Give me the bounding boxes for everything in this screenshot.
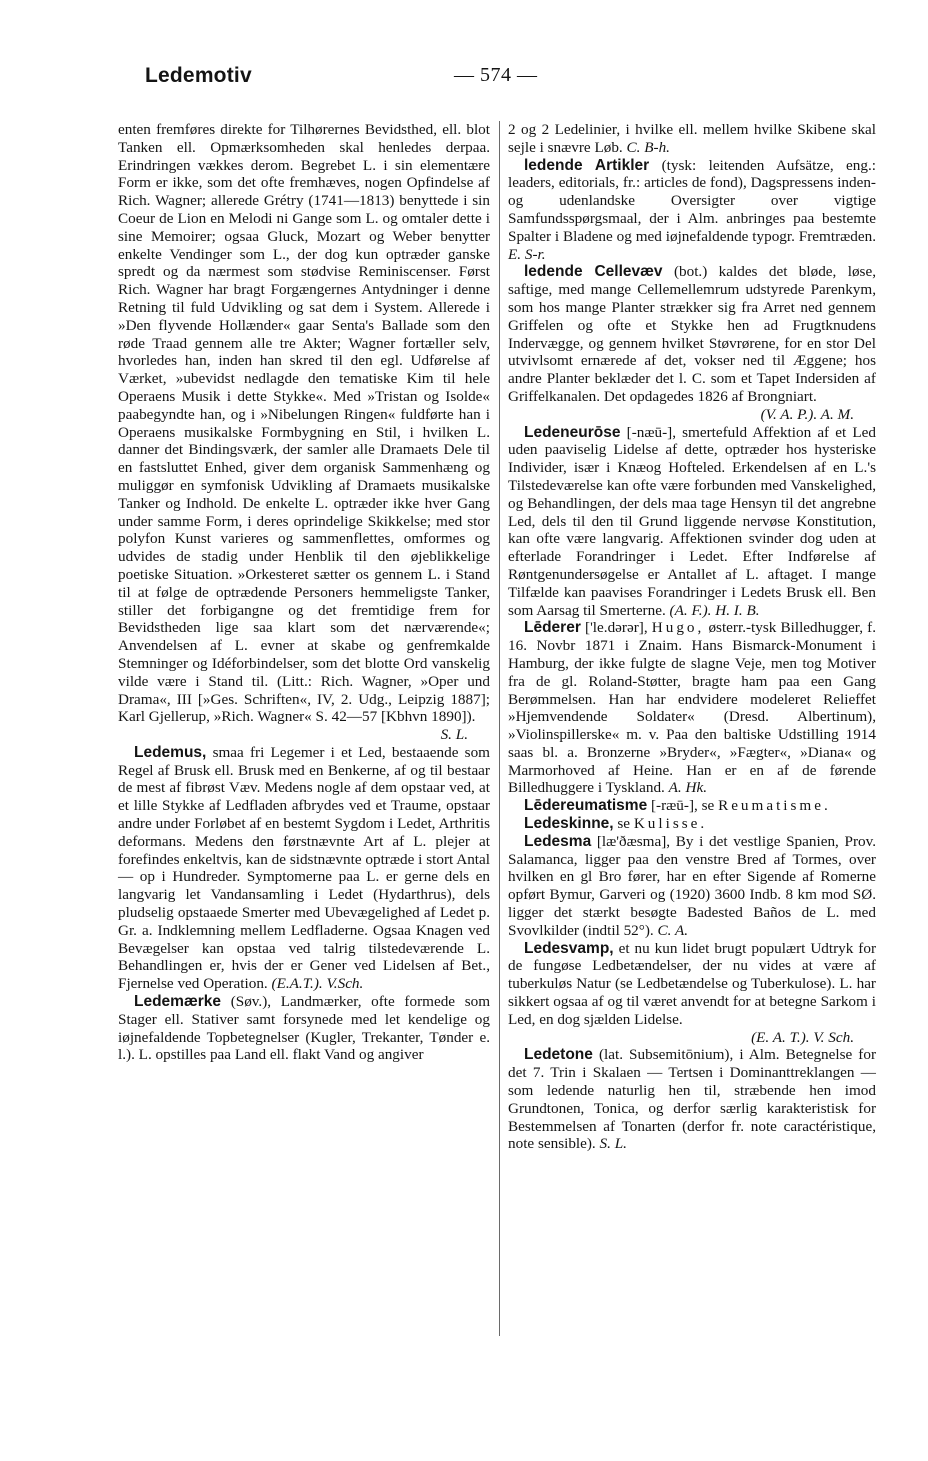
entry-signature: E. S-r. — [508, 245, 546, 263]
entry-ledesma — [508, 833, 876, 940]
entry-headword: Ledetone — [524, 1046, 593, 1064]
entry-lederer — [508, 619, 876, 797]
entry-ledemaerke — [118, 993, 490, 1064]
entry-body: østerr.-tysk Billedhugger, f. 16. Novbr 1871 i Znaim. Hans Bismarck-Monument i Hamburg, der ikke fulgte de slagne Veje, men tog Motiver fra de gl. Roland-Støtter, bragte ham paa een Gang Berømmelsen. Han har endvidere modeleret Relieffet »Hjemvendende Soldater« (Dresd. Albertinum), »Violinspillerske« m. v. Paa den baltiske Udstilling 1914 saas bl. a. Bronzerne »Bryder«, »Fægter«, »Diana« og Marmorhoved af Heine. Han er en af de førende Billedhuggere i Tyskland. — [508, 619, 876, 797]
entry-body: se — [617, 815, 631, 833]
entry-headword: Ledeneurōse — [524, 423, 621, 441]
entry-headword: ledende Artikler — [524, 156, 650, 174]
entry-signature: S. L. — [599, 1135, 627, 1153]
entry-body: (bot.) kaldes det bløde, løse, saftige, med mange Cellemellemrum udstyrede Parenkym, som hos mange Planter strækker sig fra Arret ned gennem Griffelen og ofte et Stykke hen ad Frugtknudens Indervægge, og gennem hvilket Støvrørene, for en stor Del utvivlsomt ernærede af det, vokser ned til Æggene; hos andre Planter beklæder det l. C. som et Tapet Indersiden af Griffelkanalen. Det opdagedes 1826 af Brongniart. — [508, 263, 876, 405]
entry-headword: Lēderer — [524, 619, 581, 637]
entry-ledemaerke-continuation — [508, 121, 876, 157]
entry-signature: C. A. — [657, 921, 689, 939]
entry-body: (tysk: leitenden Aufsätze, eng.: leaders, editorials, fr.: articles de fond), Dagspressens inden- og udenlandske Oversigter over vigtige Samfundsspørgsmaal, der i Alm. anbringes paa bestemte Spalter i Bladene og med iøjnefaldende typogr. Fremtræden. — [508, 156, 877, 245]
entry-headword: Ledeskinne, — [524, 815, 614, 833]
entry-ledeneurose — [508, 424, 876, 620]
entry-ledende-cellevaev — [508, 263, 876, 405]
entry-signature: (V. A. P.). A. M. — [760, 405, 854, 423]
entry-headword: Ledemus, — [134, 743, 207, 761]
entry-ledemotiv-continuation — [118, 121, 490, 726]
entry-body: (Søv.), Landmærker, ofte formede som Stager ell. Stativer samt forsynede med let kendelige og iøjnefaldende Topbetegnelser (Kugler, Trekanter, Tønder e. l.). L. opstilles paa Land ell. flakt Vand og angiver — [118, 993, 491, 1064]
page-number: — 574 — — [454, 64, 538, 86]
entry-headword: Ledesma — [524, 832, 592, 850]
entry-cross-reference: Kulisse. — [633, 815, 708, 833]
entry-body: [læ'ðæsma], By i det vestlige Spanien, Prov. Salamanca, ligger paa den venstre Bred af Tormes, over hvilken en gl Bro fører, har en efter Sigende af Romerne opført Bymur, Garveri og (1920) 3600 Indb. 8 km mod SØ. ligger det stærkt besøgte Badested Baños de L. med Svovlkilder (indtil 52°). — [508, 832, 877, 939]
left-column — [118, 121, 490, 1064]
entry-signature: (E.A.T.). V.Sch. — [271, 975, 364, 993]
entry-headword: ledende Cellevæv — [524, 263, 663, 281]
entry-body: [-næū-], smertefuld Affektion af et Led uden paaviselig Lidelse af dette, optræder hos hysteriske Individer, især i Knæog Hofteled. Erkendelsen af en L.'s Tilstedeværelse kan ofte være forbunden med Vanskelighed, og Behandlingen, der dels maa tage Hensyn til det angrebne Led, dels til den til Grund liggende nervøse Konstitution, kan ofte være langvarig. Affektionen svinder dog uden at efterlade Forandringer i Ledet. Efter Indførelse af Røntgenundersøgelse er Antallet af L. aftaget. I mange Tilfælde kan paavises Forandringer i Ledets Brusk ell. Ben som Aarsag til Smerterne. — [508, 423, 876, 619]
entry-body: smaa fri Legemer i et Led, bestaaende som Regel af Brusk ell. Brusk med en Benkerne, af og til bestaar de mest af fibrøst Væv. Medens nogle af dem opstaar ved, at et lille Stykke af Ledfladen afbrydes ved et Traume, opstaar andre under Forløbet af en bestemt Sygdom i Ledet, Arthritis deformans. Medens den førstnævnte Art af L. plejer at forefindes enkeltvis, kan de sidstnævnte optræde i stort Antal — op i Hundreder. Symptomerne paa L. er gerne dels en langvarig let Vandansamling i Ledet (Hydarthrus), dels pludselig opstaaede Smerter med Ubevægelighed af Ledet p. Gr. a. Indklemning mellem Ledfladerne. Ogsaa Knagen ved Bevægelser kan opstaa ved talrig tilstedeværende L. Behandlingen er, hvis der er Gener ved Lidelsen af Bet., Fjernelse ved Operation. — [118, 743, 490, 993]
entry-ledende-artikler — [508, 157, 876, 264]
entry-body: (lat. Subsemitōnium), i Alm. Betegnelse for det 7. Trin i Skalaen — Tertsen i Dominanttreklangen — som ledende naturlig hen til, stræbende hen imod Grundtonen, Tonica, og derfor særlig karakteristisk for Bestemmelsen af Tonarten (derfor fr. note caractéristique, note sensible). — [508, 1046, 877, 1153]
column-divider — [499, 121, 500, 1336]
entry-ledetone — [508, 1046, 876, 1153]
entry-ledemus — [118, 744, 490, 993]
entry-body: enten fremføres direkte for Tilhørernes Bevidsthed, ell. blot Tanken ell. Opmærksomheden skal henledes derpaa. Erindringen vækkes derom. Begrebet L. i sin elementære Form er ikke, som det ofte fremhæves, nogen Opfindelse af Rich. Wagner; allerede Grétry (1741—1813) benyttede i sin Coeur de Lion en Melodi ni Gange som L. og omtaler dette i sine Memoirer; ogsaa Gluck, Mozart og Weber benytter enkelte Vendinger som L., der dog kun optræder ganske spredt og da nærmest som stødvise Reminiscenser. Først Rich. Wagner har bragt Forgængernes Antydninger i denne Retning til fuld Udvikling og sat dem i System. Allerede i »Den flyvende Hollænder« gaar Senta's Ballade som den røde Traad gennem alle tre Akter; Wagner fortæller selv, hvorledes han, inden han skred til den egl. Udførelse af Værket, »ubevidst nedlagde den tematiske Kim til hele Operaens Musik i dette Stykke«. Med »Tristan og Isolde« paabegyndte han, og i »Nibelungen Ringen« fuldførte han i Operaens musikalske Formbygning en Stil, i hvilken L. danner det Bindingsværk, der samler alle Dramaets Dele til en fastsluttet Enhed, giver dem organisk Sammenhæng og muliggør en symfonisk Udvikling af Dramaets musikalske Tanker og Indhold. De enkelte L. optræder ikke hver Gang under samme Form, i deres oprindelige Skikkelse; med stor polyfon Kunst varieres og sammenflettes, omformes og udvides de stadig under Henblik til den øjeblikkelige poetiske Situation. »Orkesteret sætter os gennem L. i Stand til at følge de optrædende Personers hemmeligste Tanker, stiller det forbigangne og det fremtidige frem for Bevidstheden lige saa klart som det nærværende«; Anvendelsen af L. evner at skabe og genfremkalde Stemninger og Idéforbindelser, som det blotte Ord vanskelig vilde være i Stand til. (Litt.: Rich. Wagner, »Oper und Drama«, III [»Ges. Schriften«, IV, 2. Udg., Leipzig 1887]; Karl Gjellerup, »Rich. Wagner« S. 42—57 [Kbhvn 1890]). — [118, 121, 490, 726]
right-column — [508, 121, 876, 1153]
entry-body: et nu kun lidet brugt populært Udtryk for de fungøse Ledbetændelser, der nu vides at være af tuberkuløs Natur (se Ledbetændelse og Tuberkulose). L. har sikkert ogsaa af og til været anvendt for at betegne Sarkom i Led, en dog sjælden Lidelse. — [508, 939, 877, 1028]
entry-headword: Lēdereumatisme — [524, 797, 648, 815]
entry-signature: S. L. — [440, 726, 468, 744]
entry-headword: Ledesvamp, — [524, 939, 614, 957]
entry-cross-reference: Reumatisme. — [718, 797, 831, 815]
entry-signature: (A. F.). H. I. B. — [669, 601, 760, 619]
entry-signature: A. Hk. — [668, 779, 708, 797]
entry-signature: (E. A. T.). V. Sch. — [751, 1028, 854, 1046]
entry-headword: Ledemærke — [134, 993, 222, 1011]
entry-body: 2 og 2 Ledelinier, i hvilke ell. mellem hvilke Skibene skal sejle i snævre Løb. — [508, 121, 876, 156]
entry-person-name: Hugo, — [651, 619, 705, 637]
running-headword: Ledemotiv — [145, 64, 252, 87]
entry-ledereumatisme — [508, 797, 876, 815]
entry-ledeskinne — [508, 815, 876, 833]
entry-signature: C. B-h. — [626, 138, 670, 156]
entry-body: [-ræū-], se — [651, 797, 715, 815]
entry-pronunciation: ['le.dərər], — [585, 619, 648, 637]
entry-ledesvamp — [508, 940, 876, 1029]
